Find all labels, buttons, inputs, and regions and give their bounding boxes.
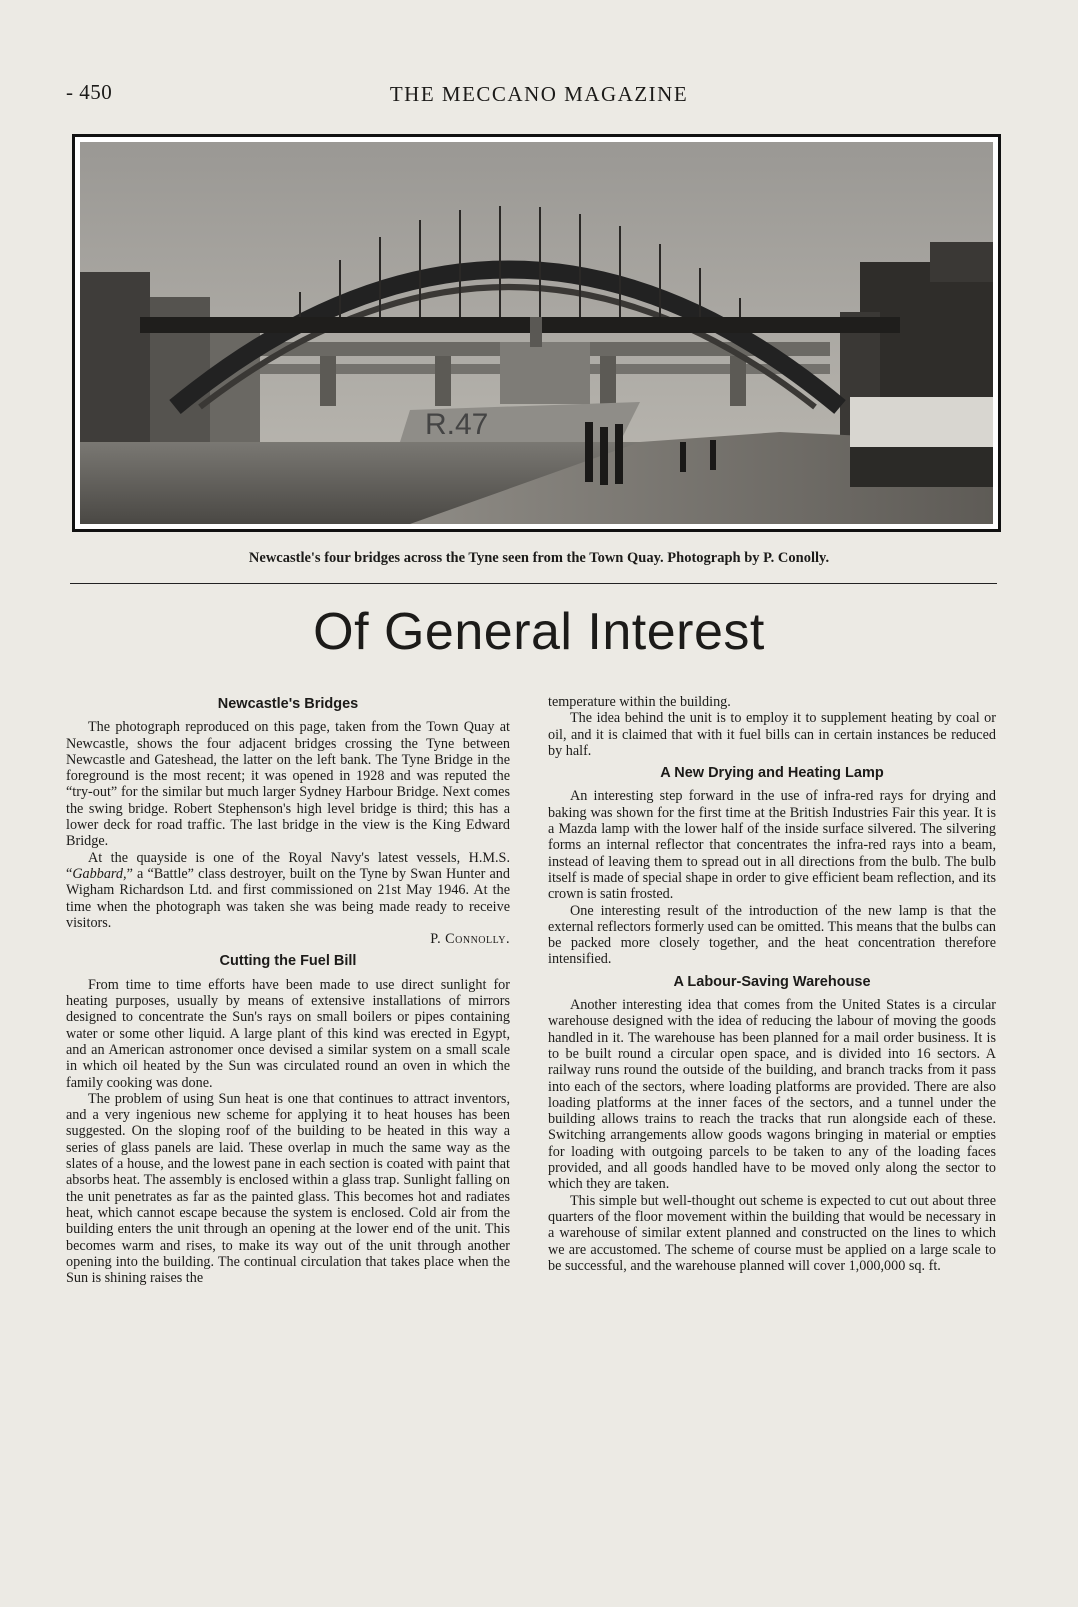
- page-number-value: 450: [79, 80, 113, 104]
- section-heading-cutting-fuel-bill: Cutting the Fuel Bill: [219, 953, 357, 970]
- photo-illustration: [80, 142, 993, 524]
- paragraph-continuation: temperature within the building.: [548, 694, 731, 710]
- signature-text: P. Connolly.: [430, 931, 510, 948]
- divider-rule: [70, 583, 997, 584]
- paragraph-gabbard: [66, 850, 510, 931]
- page-headline: Of General Interest: [313, 603, 765, 661]
- magazine-title: THE MECCANO MAGAZINE: [389, 82, 689, 106]
- paragraph: From time to time efforts have been made to use direct sunlight for heating purposes, usually by means of extensive installations of mirrors designed to concentrate the Sun's rays on small boilers or pipes containing water or some other liquid. A large plant of this kind was erected in Egypt, and an American astronomer once devised a similar system on a small scale in which oil heated by the Sun was circulated round an oven in which the family cooking was done.: [66, 976, 510, 1091]
- page-number: - 450: [66, 80, 113, 104]
- left-column: [66, 696, 510, 1286]
- paragraph: This simple but well-thought out scheme is expected to cut out about three quarters of the floor movement within the building that would be necessary in a warehouse of similar extent planned and constructed on the lines to which we are accustomed. The scheme of course must be applied on a large scale to be successful, and the warehouse planned will cover 1,000,000 sq. ft.: [548, 1192, 996, 1274]
- paragraph: The photograph reproduced on this page, taken from the Town Quay at Newcastle, shows the four adjacent bridges crossing the Tyne between Newcastle and Gateshead, the latter on the left bank. The Tyne Bridge in the foreground is the most recent; it was opened in 1928 and was reputed the “try-out” for the similar but much larger Sydney Harbour Bridge. Next comes the swing bridge. Robert Stephenson's high level bridge is third; this has a lower deck for road traffic. The last bridge in the view is the King Edward Bridge.: [66, 719, 510, 850]
- paragraph-text: At the quayside is one of the Royal Navy's latest vessels, H.M.S. “: [66, 849, 510, 882]
- paragraph-text: ” a “Battle” class destroyer, built on the Tyne by Swan Hunter and Wigham Richardson Ltd. and first commissioned on 21st May 1946. At the time when the photograph was taken she was being made ready to receive visitors.: [66, 865, 510, 931]
- section-heading-warehouse: A Labour-Saving Warehouse: [673, 973, 871, 990]
- author-signature: [66, 931, 510, 947]
- paragraph: An interesting step forward in the use of infra-red rays for drying and baking was shown for the first time at the British Industries Fair this year. It is a Mazda lamp with the lower half of the inside surface silvered. The silvering forms an internal reflector that concentrates the infra-red rays into a beam, instead of leaving them to spread out in all directions from the bulb. The bulb itself is made of special shape in order to give efficient beam reflection, and its crown is satin frosted.: [548, 788, 996, 903]
- section-heading-newcastles-bridges: Newcastle's Bridges: [217, 696, 359, 712]
- paragraph: Another interesting idea that comes from the United States is a circular warehouse designed with the idea of reducing the labour of moving the goods handled in it. The warehouse has been planned for a mail order business. It is to be built round a circular open space, and is divided into 16 sectors. A railway runs round the outside of the building, and branch tracks from it pass into each of the sectors, where loading platforms are provided. There are also loading platforms at the inner faces of the sectors, and a tunnel under the building allows trains to reach the tracks that run alongside each of these. Switching arrangements allow goods wagons bringing in material or empties for loading with outgoing parcels to be taken to any of the loading faces provided, and all goods handled have to be moved only along the sector to which they are taken.: [548, 997, 996, 1193]
- paragraph: The problem of using Sun heat is one that continues to attract inventors, and a very ingenious new scheme for applying it to heat houses has been suggested. On the sloping roof of the building to be heated in this way a series of glass panels are laid. These overlap in much the same way as the slates of a house, and the lowest pane in each section is coated with paint that absorbs heat. The assembly is enclosed within a glass trap. Sunlight falling on the unit penetrates as far as the painted glass. This becomes hot and radiates heat, which cannot escape because the system is enclosed. Cold air from the building enters the unit through an opening at the lower end of the unit. This becomes warm and rises, to make its way out of the unit through another opening into the building. The continual circulation that takes place when the Sun is shining raises the: [66, 1090, 510, 1287]
- right-column: [548, 694, 996, 1274]
- photo-caption: Newcastle's four bridges across the Tyne seen from the Town Quay. Photograph by P. Conolly.: [248, 550, 830, 566]
- paragraph: The idea behind the unit is to employ it to supplement heating by coal or oil, and it is claimed that with it fuel bills can in certain instances be reduced by half.: [548, 710, 996, 759]
- bridges-photograph: [72, 134, 1001, 532]
- paragraph: One interesting result of the introduction of the new lamp is that the external reflectors formerly used can be omitted. This means that the bulbs can be packed more closely together, and the heat concentration therefore intensified.: [548, 902, 996, 968]
- ship-pennant-number: R.47: [425, 408, 489, 441]
- ship-name: Gabbard,: [72, 865, 127, 882]
- section-heading-drying-lamp: A New Drying and Heating Lamp: [660, 765, 884, 782]
